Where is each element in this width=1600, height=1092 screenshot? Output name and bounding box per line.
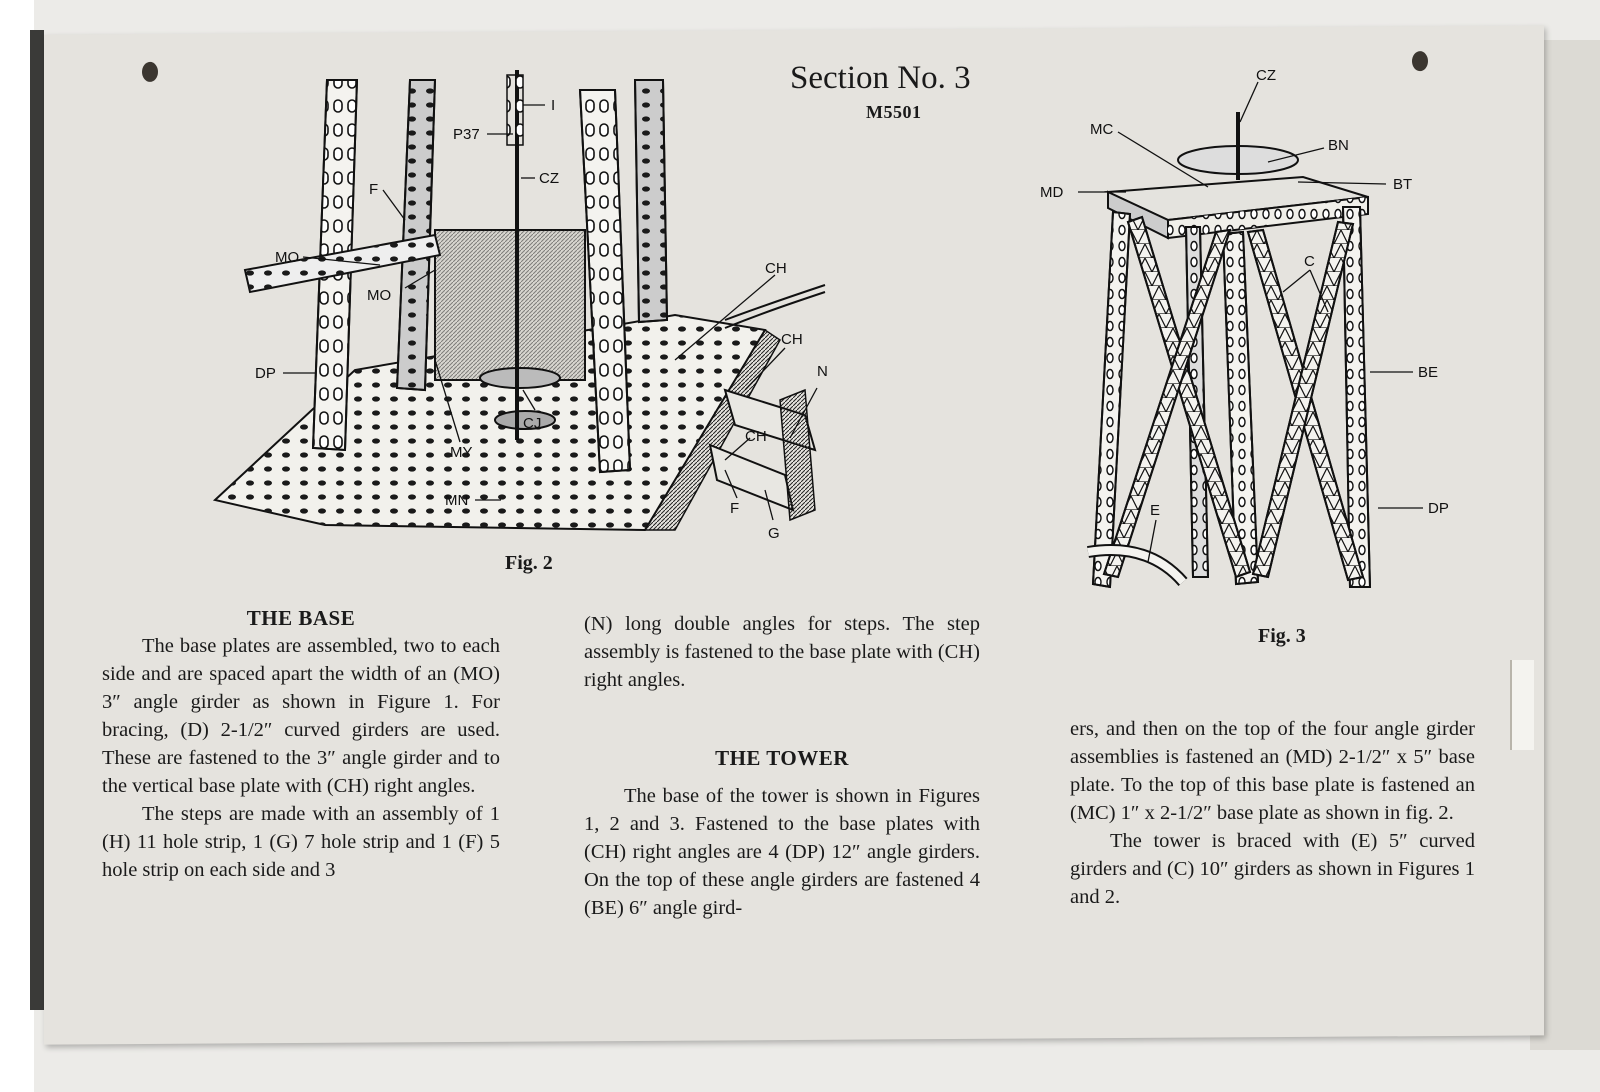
base-paragraph-1: The base plates are assembled, two to each side and are spaced apart the width of an (MO) 3″ angle girder as shown in Figure 1. For bracing, (D) 2-1/2″ curved girders are used. These are fastened to the 3″ angle girder and to the vertical base plate with (CH) right angles. (102, 635, 500, 797)
fig2-label-dp: DP (255, 365, 276, 382)
fig2-label-p37: P37 (453, 126, 480, 143)
fig2-label-ch-2: CH (781, 331, 803, 348)
fig3-label-be: BE (1418, 364, 1439, 381)
fig2-label-mo-2: MO (367, 287, 392, 304)
booklet-spine-edge (30, 30, 44, 1010)
fig2-label-g: G (768, 525, 780, 542)
right-continuation: ers, and then on the top of the four angle girder assemblies is fastened an (MD) 2-1/2″ x 5″ base plate. To the top of this base plate is fastened an (MC) 1″ x 2-1/2″ base plate as shown in fig. 2. (1070, 718, 1475, 824)
fig3-label-bt: BT (1393, 176, 1413, 193)
figure-3-caption: Fig. 3 (1258, 625, 1306, 647)
figure-2-drawing (205, 70, 845, 550)
fig2-label-my: MY (450, 444, 473, 461)
fig2-label-i: I (551, 97, 556, 114)
column-base (102, 604, 500, 884)
fig2-label-ch-3: CH (745, 428, 767, 445)
fig2-label-ch: CH (765, 260, 787, 277)
fig3-label-bn: BN (1328, 137, 1349, 154)
punch-hole-left (142, 62, 158, 82)
figure-3-illustration (1040, 62, 1508, 607)
tower-continuation: (N) long double angles for steps. The step assembly is fastened to the base plate with (CH) right angles. (584, 613, 980, 691)
fig3-label-dp: DP (1428, 500, 1449, 517)
base-heading: THE BASE (246, 606, 356, 630)
fig2-label-f-2: F (730, 500, 740, 517)
fig2-label-n: N (817, 363, 828, 380)
right-paragraph-2: The tower is braced with (E) 5″ curved girders and (C) 10″ girders as shown in Figures 1 and 2. (1070, 830, 1475, 908)
fig2-label-f: F (369, 181, 379, 198)
fig3-label-cz: CZ (1256, 67, 1276, 84)
background (0, 0, 34, 1092)
column-tower (584, 610, 980, 922)
base-paragraph-2: The steps are made with an assembly of 1 (H) 11 hole strip, 1 (G) 7 hole strip and 1 (F) 5 hole strip on each side and 3 (102, 803, 500, 881)
section-title: Section No. 3 (790, 60, 971, 96)
tower-paragraph-1: The base of the tower is shown in Figures 1, 2 and 3. Fastened to the base plates with (CH) right angles are 4 (DP) 12″ angle girders. On the top of these angle girders are fastened 4 (BE) 6″ angle gird- (584, 785, 980, 919)
fig2-label-cz: CZ (539, 170, 559, 187)
fig3-label-c: C (1304, 253, 1315, 270)
fig3-label-md: MD (1040, 184, 1064, 201)
fig3-label-e: E (1150, 502, 1161, 519)
fig3-label-mc: MC (1090, 121, 1114, 138)
section-code: M5501 (866, 102, 922, 122)
tower-heading: THE TOWER (715, 746, 849, 770)
fig2-label-mn: MN (445, 492, 469, 509)
torn-edge (1510, 660, 1534, 750)
figure-2-illustration (205, 70, 845, 550)
figure-3-drawing (1040, 62, 1508, 607)
fig2-label-mo: MO (275, 249, 300, 266)
figure-2-caption: Fig. 2 (505, 552, 553, 574)
fig2-label-cj: CJ (523, 415, 542, 432)
column-right (1070, 715, 1475, 911)
